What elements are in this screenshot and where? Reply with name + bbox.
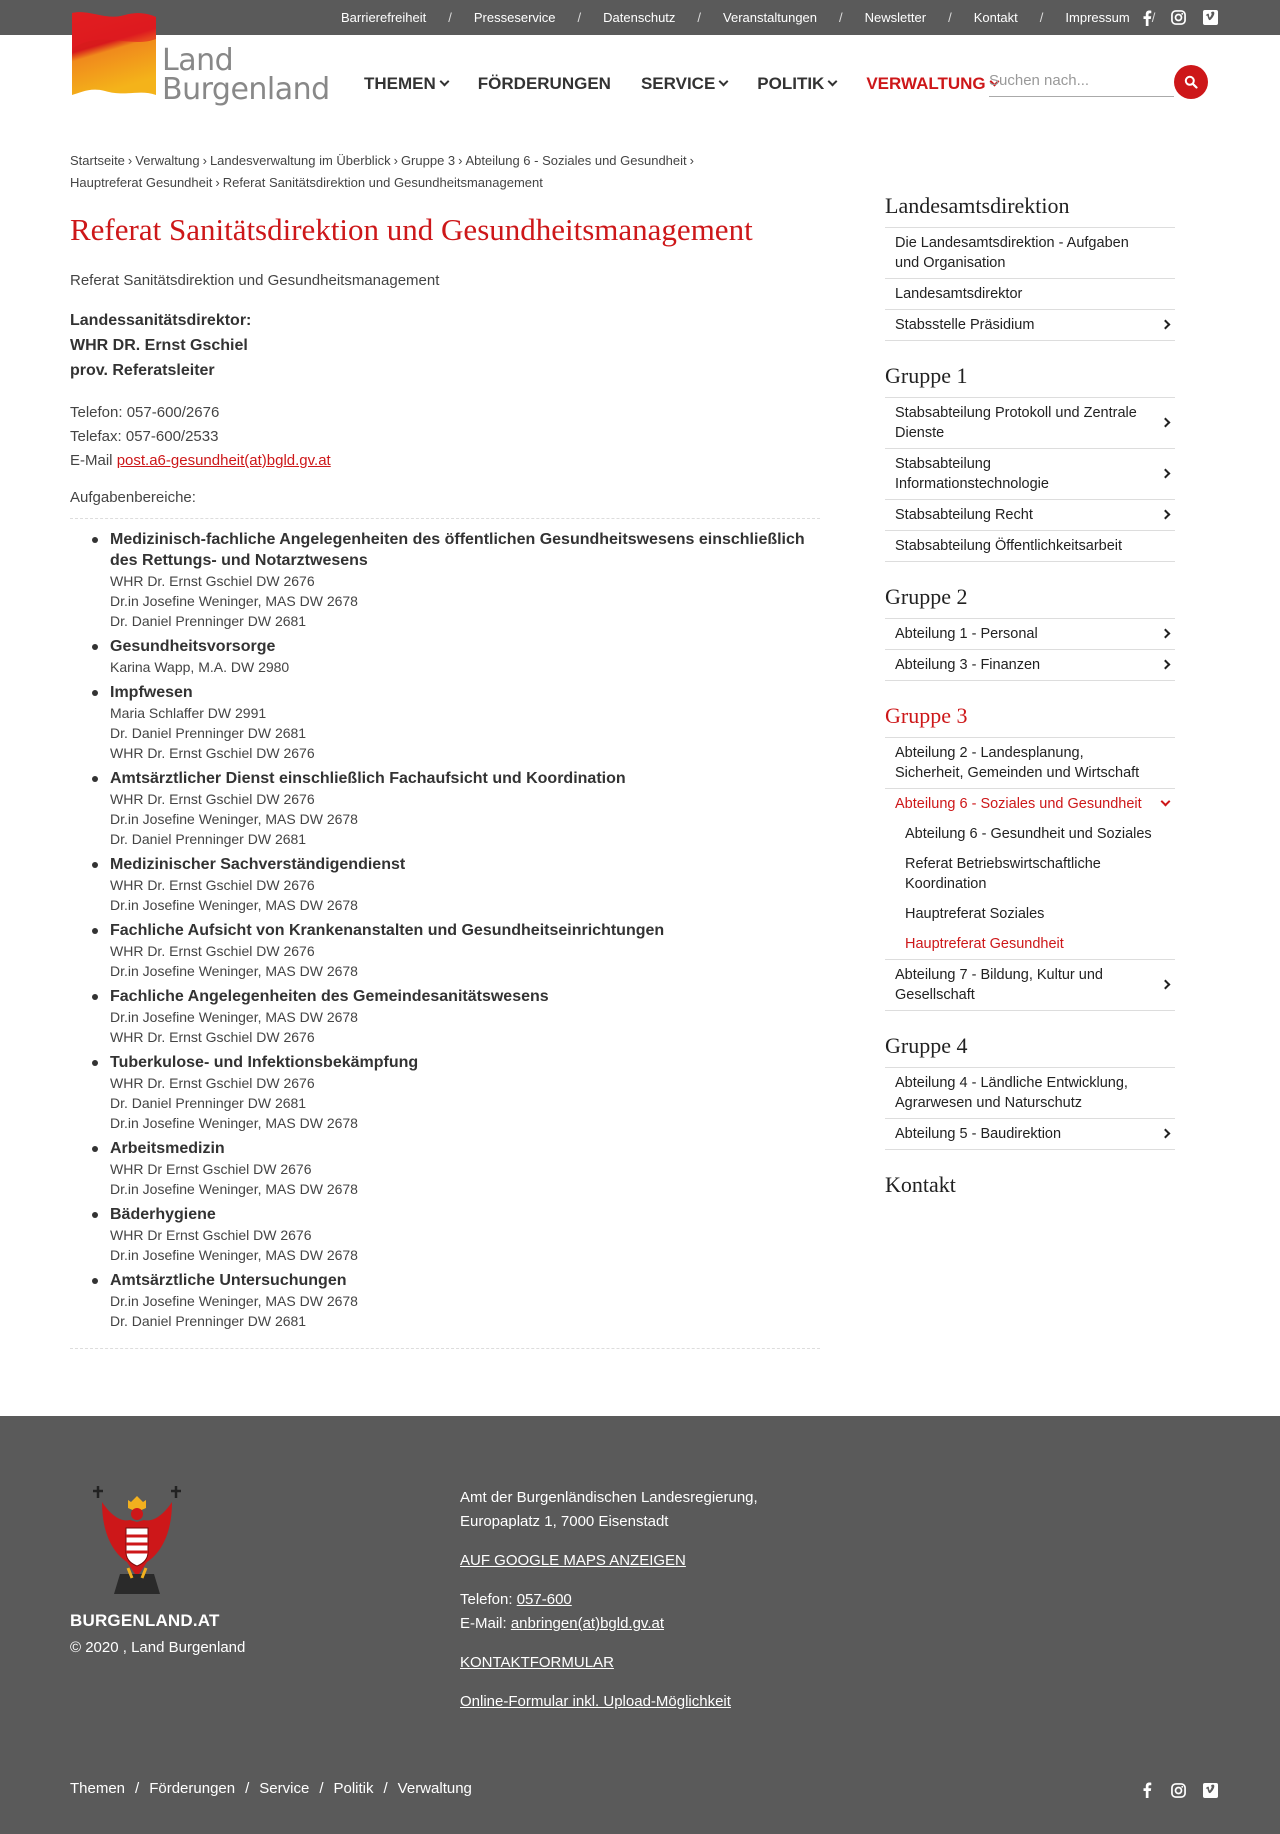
sidebar-item-label: Abteilung 1 - Personal	[895, 626, 1038, 642]
sidebar-item-label: Stabsabteilung Recht	[895, 507, 1033, 523]
sidebar-item[interactable]	[885, 1068, 1175, 1119]
footer-email-row	[460, 1612, 758, 1636]
contact-form-link[interactable]: KONTAKTFORMULAR	[460, 1654, 614, 1671]
top-link-separator: /	[697, 10, 702, 25]
task-title: Tuberkulose- und Infektionsbekämpfung	[110, 1054, 419, 1071]
coat-of-arms-icon	[92, 1482, 182, 1600]
top-link-barrierefreiheit[interactable]: Barrierefreiheit	[341, 10, 427, 25]
page-title: Referat Sanitätsdirektion und Gesundheitsmanagement	[70, 212, 753, 247]
footer-site-name: BURGENLAND.AT	[70, 1611, 220, 1630]
task-person: Dr.in Josefine Weninger, MAS DW 2678	[110, 963, 358, 979]
task-title: Medizinischer Sachverständigendienst	[110, 856, 406, 873]
chevron-right-icon	[1161, 320, 1171, 330]
footer-email-label: E-Mail:	[460, 1615, 507, 1632]
chevron-down-icon	[439, 77, 449, 87]
task-person: Dr.in Josefine Weninger, MAS DW 2678	[110, 811, 358, 827]
sidebar-item[interactable]	[885, 500, 1175, 531]
task-person: Dr.in Josefine Weninger, MAS DW 2678	[110, 1115, 358, 1131]
email-link[interactable]: post.a6-gesundheit(at)bgld.gv.at	[116, 452, 331, 469]
task-title: Fachliche Aufsicht von Krankenanstalten und Gesundheitseinrichtungen	[110, 922, 665, 939]
breadcrumb-link[interactable]: Verwaltung	[135, 153, 200, 168]
logo-text-burgenland: Burgenland	[162, 72, 330, 107]
task-title: Impfwesen	[110, 684, 193, 701]
breadcrumb-link[interactable]: Hauptreferat Gesundheit	[70, 175, 213, 190]
top-link-separator: /	[1039, 10, 1044, 25]
sidebar-item[interactable]	[885, 738, 1175, 789]
tasks-label: Aufgabenbereiche:	[70, 489, 196, 506]
task-item	[90, 768, 820, 849]
task-person: Dr. Daniel Prenninger DW 2681	[110, 1095, 307, 1111]
task-person: Dr.in Josefine Weninger, MAS DW 2678	[110, 897, 358, 913]
logo-text-land: Land	[162, 43, 234, 78]
sidebar-subitem[interactable]: Hauptreferat Soziales	[905, 906, 1045, 922]
task-item	[90, 1204, 820, 1265]
online-form-link[interactable]: Online-Formular inkl. Upload-Möglichkeit	[460, 1693, 731, 1710]
email-row	[70, 449, 820, 473]
sidebar-heading[interactable]: Kontakt	[885, 1172, 956, 1197]
footer	[0, 1416, 1280, 1834]
sidebar-item-label: Stabsabteilung Informationstechnologie	[895, 456, 1049, 492]
footer-nav-separator: /	[383, 1780, 388, 1797]
task-title: Amtsärztlicher Dienst einschließlich Fachaufsicht und Koordination	[110, 770, 626, 787]
top-link-separator: /	[448, 10, 452, 25]
sidebar-group	[885, 193, 1175, 341]
task-person: Maria Schlaffer DW 2991	[110, 705, 267, 721]
footer-phone-row	[460, 1588, 758, 1612]
breadcrumb-separator: ›	[458, 153, 463, 168]
breadcrumb-link[interactable]: Abteilung 6 - Soziales und Gesundheit	[465, 153, 687, 168]
sidebar-subitem[interactable]: Abteilung 6 - Gesundheit und Soziales	[905, 826, 1152, 842]
top-social	[1139, 0, 1218, 35]
task-item	[90, 682, 820, 763]
footer-nav-service[interactable]: Service	[259, 1780, 310, 1797]
top-link-item	[865, 10, 974, 25]
director-info	[70, 308, 820, 383]
sidebar-group	[885, 1172, 1175, 1206]
task-title: Gesundheitsvorsorge	[110, 638, 276, 655]
breadcrumb-separator: ›	[202, 153, 207, 168]
sidebar-item-label: Abteilung 2 - Landesplanung, Sicherheit, Gemeinden und Wirtschaft	[895, 745, 1140, 781]
footer-address	[460, 1486, 758, 1729]
page-subtitle: Referat Sanitätsdirektion und Gesundheitsmanagement	[70, 272, 440, 289]
footer-copyright: © 2020 , Land Burgenland	[70, 1639, 246, 1656]
footer-phone-label: Telefon:	[460, 1591, 513, 1608]
task-item	[90, 986, 820, 1047]
search-button[interactable]	[1174, 65, 1208, 99]
sidebar-item[interactable]	[885, 228, 1175, 279]
search-icon	[1184, 75, 1198, 89]
footer-nav-verwaltung[interactable]: Verwaltung	[397, 1780, 472, 1797]
top-link-newsletter[interactable]: Newsletter	[864, 10, 927, 25]
task-title: Medizinisch-fachliche Angelegenheiten des öffentlichen Gesundheitswesens einschließlich des Rettungs- und Notarztwesens	[110, 531, 805, 569]
nav-item-label: VERWALTUNG	[866, 74, 986, 93]
nav-item-verwaltung[interactable]	[866, 72, 997, 96]
sidebar-group	[885, 363, 1175, 562]
task-item	[90, 636, 820, 677]
breadcrumb-link[interactable]: Landesverwaltung im Überblick	[209, 153, 391, 168]
task-person: Dr. Daniel Prenninger DW 2681	[110, 725, 307, 741]
facebook-icon[interactable]	[1139, 10, 1154, 25]
task-person: WHR Dr. Ernst Gschiel DW 2676	[110, 1029, 315, 1045]
task-person: WHR Dr. Ernst Gschiel DW 2676	[110, 573, 315, 589]
breadcrumb-separator: ›	[393, 153, 398, 168]
task-person: Dr. Daniel Prenninger DW 2681	[110, 1313, 307, 1329]
sidebar-subitem[interactable]: Hauptreferat Gesundheit	[905, 936, 1064, 952]
top-link-datenschutz[interactable]: Datenschutz	[603, 10, 676, 25]
sidebar-heading[interactable]: Gruppe 3	[885, 703, 1175, 738]
top-link-item	[603, 10, 723, 25]
footer-phone-link[interactable]: 057-600	[516, 1591, 572, 1608]
top-link-separator: /	[839, 10, 843, 25]
email-label: E-Mail	[70, 452, 113, 469]
nav-item-themen[interactable]	[364, 72, 448, 96]
task-item	[90, 529, 820, 631]
main-content	[70, 210, 820, 1349]
top-link-item	[341, 10, 474, 25]
task-item	[90, 1138, 820, 1199]
task-person: Dr.in Josefine Weninger, MAS DW 2678	[110, 1009, 358, 1025]
top-link-separator: /	[948, 10, 952, 25]
nav-item-label: SERVICE	[640, 74, 716, 93]
footer-social	[1139, 1780, 1218, 1800]
chevron-right-icon	[1161, 660, 1171, 670]
sidebar-item[interactable]	[885, 310, 1175, 341]
task-person: WHR Dr. Ernst Gschiel DW 2676	[110, 877, 315, 893]
instagram-icon[interactable]	[1171, 10, 1186, 25]
task-person: WHR Dr. Ernst Gschiel DW 2676	[110, 745, 315, 761]
chevron-right-icon	[1161, 1129, 1171, 1139]
sidebar-item[interactable]	[885, 531, 1175, 562]
footer-nav	[70, 1780, 472, 1797]
task-item	[90, 920, 820, 981]
vimeo-icon[interactable]	[1203, 10, 1218, 25]
task-person: Dr.in Josefine Weninger, MAS DW 2678	[110, 593, 358, 609]
sidebar-item-label: Stabsabteilung Öffentlichkeitsarbeit	[895, 538, 1123, 554]
footer-email-link[interactable]: anbringen(at)bgld.gv.at	[510, 1615, 665, 1632]
sidebar-group	[885, 584, 1175, 681]
sidebar-item-label: Abteilung 5 - Baudirektion	[895, 1126, 1062, 1142]
sidebar-item-label: Abteilung 3 - Finanzen	[895, 657, 1041, 673]
breadcrumb-link[interactable]: Gruppe 3	[400, 153, 456, 168]
chevron-right-icon	[1161, 469, 1171, 479]
chevron-right-icon	[1161, 629, 1171, 639]
breadcrumb-separator: ›	[127, 153, 133, 168]
sidebar-subnav	[885, 819, 1175, 960]
sidebar-item-label: Abteilung 7 - Bildung, Kultur und Gesellschaft	[895, 967, 1103, 1003]
task-person: Dr.in Josefine Weninger, MAS DW 2678	[110, 1293, 358, 1309]
sidebar-item-label: Abteilung 4 - Ländliche Entwicklung, Agrarwesen und Naturschutz	[895, 1075, 1128, 1111]
footer-nav-separator: /	[319, 1780, 324, 1797]
vimeo-icon[interactable]	[1203, 1783, 1218, 1798]
top-link-impressum[interactable]: Impressum	[1065, 10, 1130, 25]
task-person: WHR Dr. Ernst Gschiel DW 2676	[110, 1075, 315, 1091]
sidebar-subitem[interactable]: Referat Betriebswirtschaftliche Koordination	[905, 856, 1101, 892]
top-links	[341, 0, 1177, 35]
address-line-2: Europaplatz 1, 7000 Eisenstadt	[460, 1513, 669, 1530]
top-link-kontakt[interactable]: Kontakt	[973, 10, 1018, 25]
sidebar-heading[interactable]: Gruppe 4	[885, 1033, 1175, 1068]
footer-nav-separator: /	[245, 1780, 250, 1797]
instagram-icon[interactable]	[1171, 1783, 1186, 1798]
chevron-down-icon	[719, 77, 729, 87]
search-box	[989, 66, 1174, 97]
phone-text: Telefon: 057-600/2676	[70, 404, 220, 421]
top-link-item	[474, 10, 603, 25]
sidebar-item-label: Die Landesamtsdirektion - Aufgaben und Organisation	[895, 235, 1129, 271]
chevron-right-icon	[1161, 980, 1171, 990]
sidebar-item[interactable]	[885, 1119, 1175, 1150]
task-item	[90, 854, 820, 915]
sidebar-item[interactable]	[885, 279, 1175, 310]
task-person: Karina Wapp, M.A. DW 2980	[110, 659, 290, 675]
task-person: WHR Dr. Ernst Gschiel DW 2676	[110, 943, 315, 959]
sidebar-nav	[885, 193, 1175, 1228]
footer-nav-separator: /	[135, 1780, 140, 1797]
breadcrumb-separator: ›	[689, 153, 694, 168]
nav-item-label: FÖRDERUNGEN	[477, 74, 611, 93]
top-link-separator: /	[577, 10, 582, 25]
task-person: Dr. Daniel Prenninger DW 2681	[110, 613, 307, 629]
sidebar-item-label: Abteilung 6 - Soziales und Gesundheit	[895, 796, 1142, 812]
nav-item-service[interactable]	[641, 72, 727, 96]
chevron-down-icon	[828, 77, 838, 87]
facebook-icon[interactable]	[1139, 1783, 1154, 1798]
task-person: Dr.in Josefine Weninger, MAS DW 2678	[110, 1247, 358, 1263]
site-logo[interactable]	[70, 9, 330, 105]
sidebar-item-label: Stabsstelle Präsidium	[895, 317, 1035, 333]
task-title: Amtsärztliche Untersuchungen	[110, 1272, 347, 1289]
top-link-separator: /	[1151, 10, 1156, 25]
top-link-item	[723, 10, 865, 25]
footer-nav-politik[interactable]: Politik	[333, 1780, 374, 1797]
sidebar-item[interactable]	[885, 960, 1175, 1011]
sidebar-item[interactable]	[885, 619, 1175, 650]
nav-item-label: THEMEN	[364, 74, 436, 93]
task-person: Dr.in Josefine Weninger, MAS DW 2678	[110, 1181, 358, 1197]
chevron-right-icon	[1161, 510, 1171, 520]
task-person: WHR Dr. Ernst Gschiel DW 2676	[110, 791, 315, 807]
task-person: WHR Dr Ernst Gschiel DW 2676	[110, 1227, 312, 1243]
breadcrumb	[70, 150, 750, 194]
chevron-down-icon	[1161, 797, 1171, 807]
breadcrumb-separator: ›	[215, 175, 220, 190]
flag-logo-icon	[70, 9, 158, 99]
sidebar-heading[interactable]: Gruppe 2	[885, 584, 1175, 619]
chevron-right-icon	[1161, 418, 1171, 428]
breadcrumb-link[interactable]: Startseite	[70, 153, 125, 168]
google-maps-link[interactable]: AUF GOOGLE MAPS ANZEIGEN	[460, 1552, 686, 1569]
task-title: Bäderhygiene	[110, 1206, 216, 1223]
sidebar-item[interactable]	[885, 398, 1175, 449]
sidebar-heading[interactable]: Gruppe 1	[885, 363, 1175, 398]
nav-item-politik[interactable]	[757, 72, 836, 96]
footer-nav-themen[interactable]: Themen	[70, 1780, 126, 1797]
sidebar-item-label: Stabsabteilung Protokoll und Zentrale Dienste	[895, 405, 1137, 441]
task-person: Dr. Daniel Prenninger DW 2681	[110, 831, 307, 847]
task-item	[90, 1052, 820, 1133]
main-nav	[364, 72, 998, 96]
task-title: Fachliche Angelegenheiten des Gemeindesanitätswesens	[110, 988, 549, 1005]
contact-info	[70, 401, 820, 473]
director-role: Landessanitätsdirektor:	[70, 312, 252, 329]
breadcrumb-current: Referat Sanitätsdirektion und Gesundheitsmanagement	[222, 175, 543, 190]
address-line-1: Amt der Burgenländischen Landesregierung,	[460, 1489, 758, 1506]
sidebar-item[interactable]	[885, 449, 1175, 500]
task-title: Arbeitsmedizin	[110, 1140, 225, 1157]
sidebar-item[interactable]	[885, 789, 1175, 819]
nav-item-label: POLITIK	[757, 74, 825, 93]
task-person: WHR Dr Ernst Gschiel DW 2676	[110, 1161, 312, 1177]
sidebar-item[interactable]	[885, 650, 1175, 681]
top-link-item	[974, 10, 1066, 25]
fax-text: Telefax: 057-600/2533	[70, 428, 219, 445]
search-input[interactable]	[989, 66, 1174, 94]
footer-nav-förderungen[interactable]: Förderungen	[149, 1780, 236, 1797]
sidebar-group	[885, 703, 1175, 1011]
tasks-section	[70, 518, 820, 1349]
sidebar-item-label: Landesamtsdirektor	[895, 286, 1023, 302]
director-name: WHR DR. Ernst Gschiel	[70, 337, 248, 354]
top-link-veranstaltungen[interactable]: Veranstaltungen	[723, 10, 818, 25]
sidebar-heading[interactable]: Landesamtsdirektion	[885, 193, 1175, 228]
director-position: prov. Referatsleiter	[70, 362, 215, 379]
nav-item-förderungen[interactable]	[478, 72, 611, 96]
task-item	[90, 1270, 820, 1331]
task-list	[70, 529, 820, 1331]
top-link-presseservice[interactable]: Presseservice	[473, 10, 556, 25]
sidebar-group	[885, 1033, 1175, 1150]
